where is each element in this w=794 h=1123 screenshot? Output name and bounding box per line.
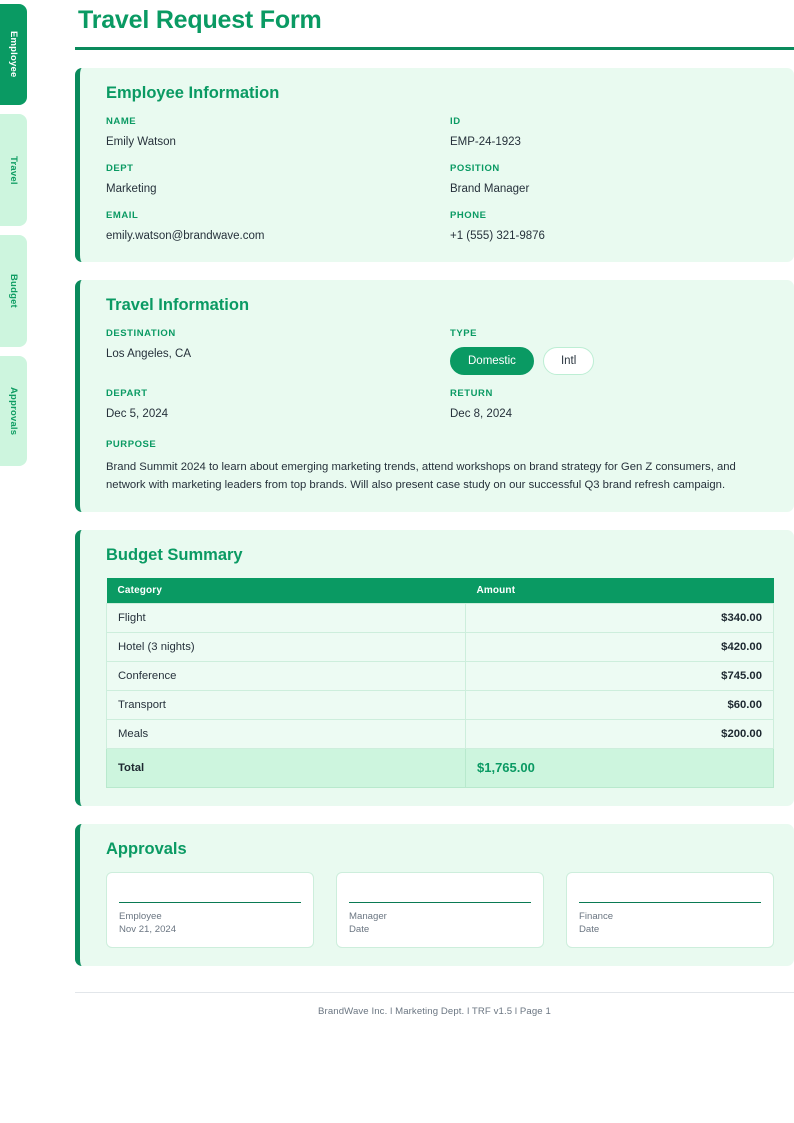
travel-field-grid bbox=[106, 328, 774, 494]
field-label: DEPT bbox=[106, 163, 134, 174]
travel-information-card bbox=[75, 280, 794, 512]
field-position bbox=[450, 163, 774, 210]
purpose-text: Brand Summit 2024 to learn about emerging marketing trends, attend workshops on brand strategy for Gen Z consumers, and network with marketing leaders from top brands. Will also present case study on our successful Q3 brand refresh campaign. bbox=[106, 461, 736, 491]
sidebar-item-label: Travel bbox=[8, 155, 19, 185]
signature-box-finance[interactable] bbox=[566, 872, 774, 948]
budget-summary-card bbox=[75, 530, 794, 806]
field-label: TYPE bbox=[450, 328, 478, 339]
table-row bbox=[107, 633, 774, 662]
field-destination bbox=[106, 328, 450, 388]
field-label: POSITION bbox=[450, 163, 500, 174]
cell-amount: $340.00 bbox=[466, 604, 774, 633]
cell-amount: $745.00 bbox=[466, 662, 774, 691]
cell-category: Flight bbox=[107, 604, 466, 633]
sidebar-item-budget[interactable] bbox=[0, 235, 27, 347]
field-value: Emily Watson bbox=[106, 136, 176, 148]
table-row bbox=[107, 604, 774, 633]
field-id bbox=[450, 116, 774, 163]
field-label: RETURN bbox=[450, 388, 493, 399]
field-value: Brand Manager bbox=[450, 183, 530, 195]
signature-date: Date bbox=[579, 924, 600, 935]
sidebar-item-approvals[interactable] bbox=[0, 356, 27, 466]
signature-role: Finance bbox=[579, 911, 614, 922]
approvals-section-title: Approvals bbox=[106, 840, 187, 858]
budget-table bbox=[106, 578, 774, 788]
approvals-card bbox=[75, 824, 794, 966]
table-row bbox=[107, 662, 774, 691]
field-value: emily.watson@brandwave.com bbox=[106, 230, 265, 242]
field-label: ID bbox=[450, 116, 461, 127]
budget-section-title: Budget Summary bbox=[106, 546, 243, 564]
sidebar-item-label: Budget bbox=[8, 274, 19, 308]
field-label: NAME bbox=[106, 116, 137, 127]
field-value: Dec 8, 2024 bbox=[450, 408, 513, 420]
trip-type-domestic-option[interactable]: Domestic bbox=[450, 347, 534, 375]
section-tab-rail bbox=[0, 4, 27, 475]
signature-line bbox=[119, 902, 301, 903]
sidebar-item-employee[interactable] bbox=[0, 4, 27, 105]
signature-box-manager[interactable] bbox=[336, 872, 544, 948]
field-value: Marketing bbox=[106, 183, 157, 195]
cell-category: Hotel (3 nights) bbox=[107, 633, 466, 662]
table-row bbox=[107, 720, 774, 749]
cell-category: Conference bbox=[107, 662, 466, 691]
budget-table-head bbox=[107, 578, 774, 604]
signature-date: Nov 21, 2024 bbox=[119, 924, 177, 935]
field-value: EMP-24-1923 bbox=[450, 136, 521, 148]
cell-amount: $420.00 bbox=[466, 633, 774, 662]
column-header-amount: Amount bbox=[466, 578, 774, 604]
cell-amount: $60.00 bbox=[466, 691, 774, 720]
title-divider bbox=[75, 47, 794, 50]
sidebar-item-label: Employee bbox=[8, 31, 19, 78]
field-label: DEPART bbox=[106, 388, 148, 399]
field-label: DESTINATION bbox=[106, 328, 176, 339]
page-title: Travel Request Form bbox=[78, 6, 322, 34]
field-value: Dec 5, 2024 bbox=[106, 408, 169, 420]
signature-row bbox=[106, 872, 774, 948]
cell-total-amount: $1,765.00 bbox=[466, 749, 774, 788]
table-row bbox=[107, 691, 774, 720]
trip-type-toggle-group bbox=[450, 347, 774, 375]
employee-field-grid bbox=[106, 116, 774, 244]
field-return-date bbox=[450, 388, 774, 435]
table-header-row bbox=[107, 578, 774, 604]
field-label: PURPOSE bbox=[106, 439, 157, 450]
sidebar-item-travel[interactable] bbox=[0, 114, 27, 226]
sidebar-item-label: Approvals bbox=[8, 386, 19, 436]
trip-type-intl-option[interactable]: Intl bbox=[543, 347, 594, 375]
signature-box-employee[interactable] bbox=[106, 872, 314, 948]
column-header-category: Category bbox=[107, 578, 466, 604]
employee-information-card bbox=[75, 68, 794, 262]
signature-line bbox=[349, 902, 531, 903]
cell-category: Transport bbox=[107, 691, 466, 720]
footer-text: BrandWave Inc. l Marketing Dept. l TRF v1.5 l Page 1 bbox=[318, 1006, 551, 1017]
form-content bbox=[75, 0, 794, 1017]
table-row-total bbox=[107, 749, 774, 788]
signature-line bbox=[579, 902, 761, 903]
field-value: Los Angeles, CA bbox=[106, 348, 192, 360]
cell-amount: $200.00 bbox=[466, 720, 774, 749]
field-value: +1 (555) 321-9876 bbox=[450, 230, 545, 242]
signature-role: Employee bbox=[119, 911, 162, 922]
cell-total-label: Total bbox=[107, 749, 466, 788]
field-email bbox=[106, 210, 450, 244]
travel-section-title: Travel Information bbox=[106, 296, 250, 314]
field-trip-type bbox=[450, 328, 774, 388]
budget-table-body bbox=[107, 604, 774, 788]
signature-date: Date bbox=[349, 924, 370, 935]
field-label: PHONE bbox=[450, 210, 487, 221]
field-depart-date bbox=[106, 388, 450, 435]
employee-section-title: Employee Information bbox=[106, 84, 280, 102]
field-name bbox=[106, 116, 450, 163]
field-label: EMAIL bbox=[106, 210, 139, 221]
field-purpose bbox=[106, 435, 774, 494]
cell-category: Meals bbox=[107, 720, 466, 749]
field-phone bbox=[450, 210, 774, 244]
field-dept bbox=[106, 163, 450, 210]
signature-role: Manager bbox=[349, 911, 387, 922]
